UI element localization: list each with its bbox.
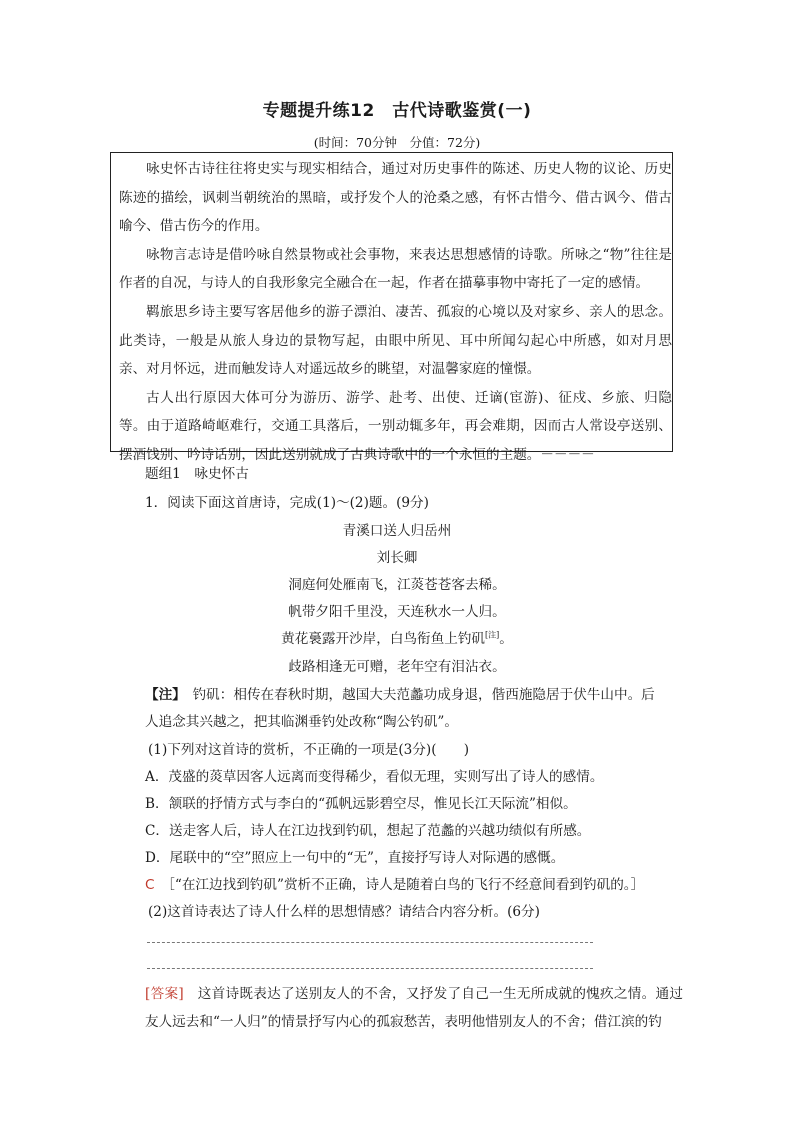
poem-line: 歧路相逢无可赠，老年空有泪沾衣。	[288, 659, 506, 675]
note-text: 钓矶：相传在春秋时期，越国大夫范蠡功成身退，偕西施隐居于伏牛山中。后	[178, 687, 655, 703]
note-line-2: 人追念其兴越之，把其临渊垂钓处改称“陶公钓矶”。	[145, 714, 458, 730]
subquestion-2-answer	[145, 980, 683, 1036]
subquestion-1-prompt: (1)下列对这首诗的赏析，不正确的一项是(3分)( )	[148, 742, 469, 758]
group-label: 题组1 咏史怀古	[145, 466, 249, 482]
intro-paragraph-history: 咏史怀古诗往往将史实与现实相结合，通过对历史事件的陈述、历史人物的议论、历史陈迹的描绘，讽刺当朝统治的黑暗，或抒发个人的沧桑之感，有怀古惜今、借古讽今、借古喻今、借古伤今的作用。	[119, 161, 672, 235]
poem-line-annotated: 黄花裛露开沙岸，白鸟衔鱼上钓矶[注]。	[281, 630, 513, 647]
intro-paragraph-travel: 羁旅思乡诗主要写客居他乡的游子漂泊、凄苦、孤寂的心境以及对家乡、亲人的思念。此类诗，一般是从旅人身边的景物写起，由眼中所见、耳中所闻勾起心中所感，如对月思亲、对月怀远，进而触发诗人对遥远故乡的眺望，对温馨家庭的憧憬。	[119, 303, 672, 378]
poem-line: 帆带夕阳千里没，天连秋水一人归。	[288, 604, 506, 620]
option-b: B．颔联的抒情方式与李白的“孤帆远影碧空尽，惟见长江天际流”相似。	[145, 796, 577, 812]
option-c: C．送走客人后，诗人在江边找到钓矶，想起了范蠡的兴越功绩似有所感。	[145, 823, 591, 839]
option-d: D．尾联中的“空”照应上一句中的“无”，直接抒写诗人对际遇的感慨。	[145, 850, 565, 866]
option-a: A．茂盛的菼草因客人远离而变得稀少，看似无理，实则写出了诗人的感情。	[145, 769, 604, 785]
question-1-prompt: 1．阅读下面这首唐诗，完成(1)～(2)题。(9分)	[145, 495, 429, 511]
answer-line	[147, 942, 593, 943]
subquestion-2-prompt: (2)这首诗表达了诗人什么样的思想情感？请结合内容分析。(6分)	[148, 904, 540, 920]
poem-author: 刘长卿	[376, 550, 418, 566]
answer-explanation: ［“在江边找到钓矶”赏析不正确，诗人是随着白鸟的飞行不经意间看到钓矶的。］	[168, 877, 645, 893]
note-line-1	[145, 683, 655, 703]
intro-paragraph-farewell: 古人出行原因大体可分为游历、游学、赴考、出使、迁谪(宦游)、征戍、乡旅、归隐等。由于道路崎岖难行，交通工具落后，一别动辄多年，再会难期，因而古人常设亭送别、摆酒饯别、吟诗话别，因此送别就成了古典诗歌中的一个永恒的主题。－－－－	[119, 389, 672, 463]
answer-body: 这首诗既表达了送别友人的不舍，又抒发了自己一生无所成就的愧疚之情。通过友人远去和“一人归”的情景抒写内心的孤寂愁苦，表明他惜别友人的不舍；借江滨的钓	[145, 986, 684, 1030]
poem-title: 青溪口送人归岳州	[342, 523, 452, 539]
note-marker: [注]	[485, 630, 500, 640]
time-and-score: (时间：70分钟 分值：72分)	[313, 135, 481, 150]
page-title: 专题提升练12 古代诗歌鉴赏(一)	[262, 101, 532, 121]
subquestion-1-answer	[145, 873, 644, 893]
answer-line	[147, 968, 593, 969]
poem-line-text: 黄花裛露开沙岸，白鸟衔鱼上钓矶	[281, 631, 486, 647]
answer-label: [答案]	[145, 986, 184, 1002]
poem-line: 洞庭何处雁南飞，江菼苍苍客去稀。	[288, 577, 506, 593]
intro-paragraph-object: 咏物言志诗是借吟咏自然景物或社会事物，来表达思想感情的诗歌。所咏之“物”往往是作者的自况，与诗人的自我形象完全融合在一起，作者在描摹事物中寄托了一定的感情。	[119, 246, 672, 292]
intro-box	[110, 152, 673, 463]
answer-letter: C	[145, 877, 155, 893]
note-label: 【注】	[145, 687, 179, 703]
